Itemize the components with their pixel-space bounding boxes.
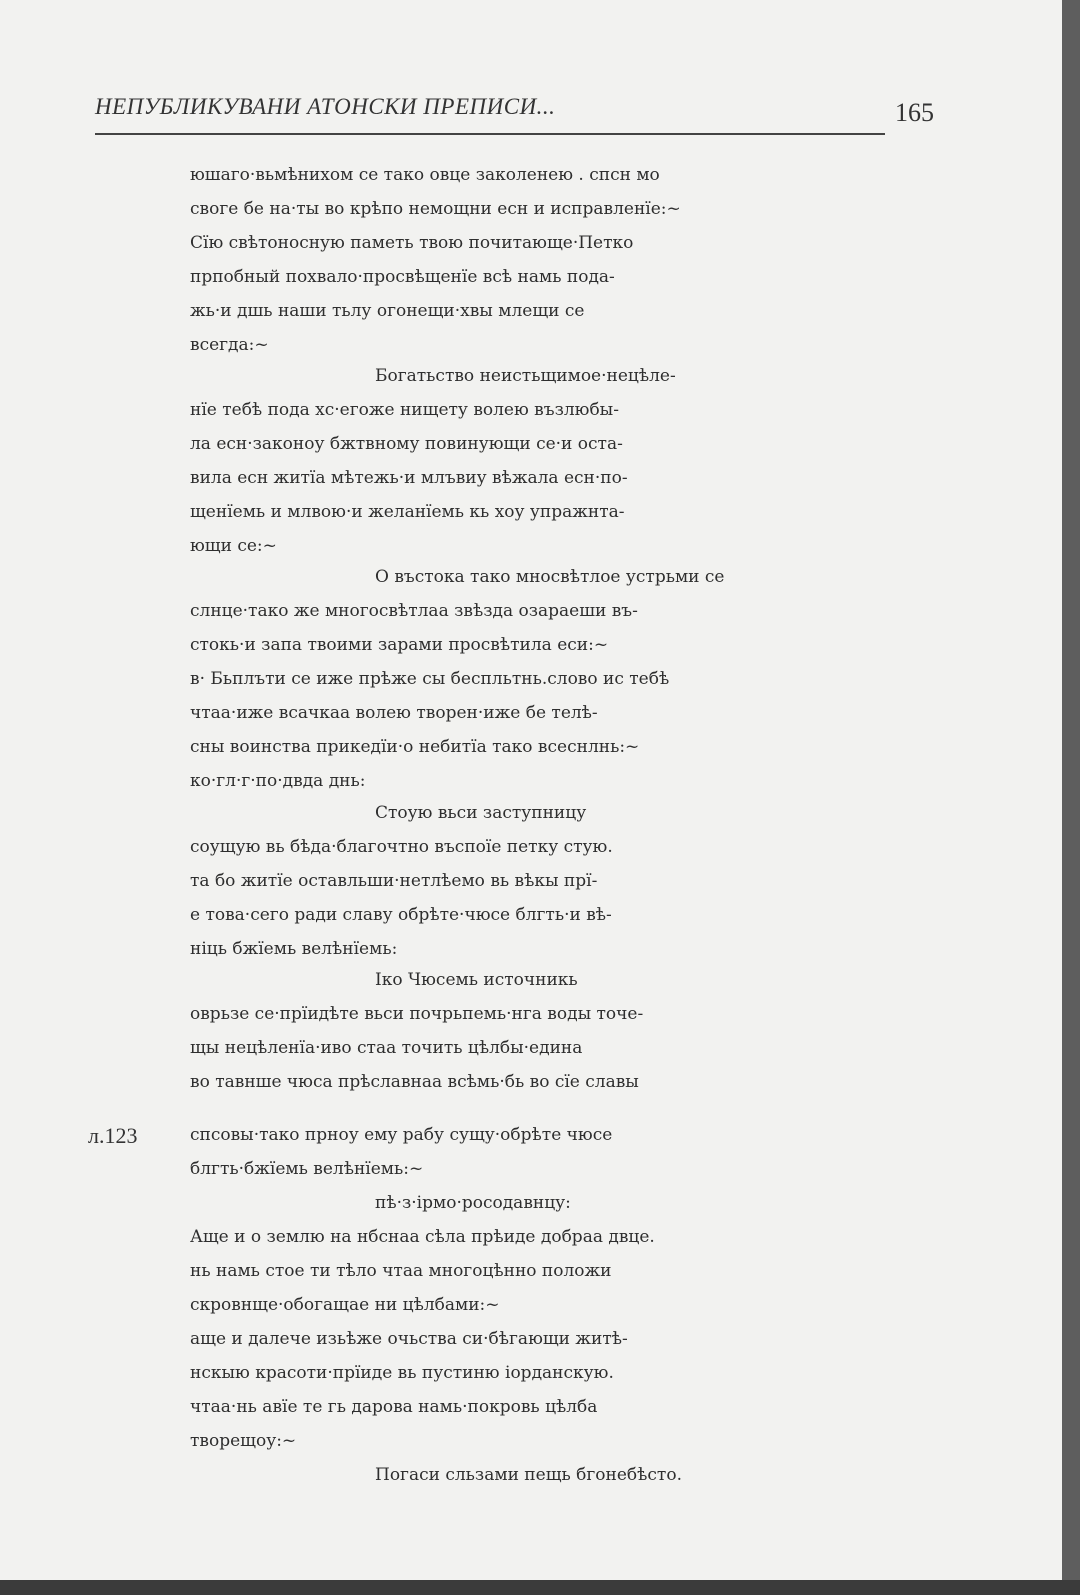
text-line: ніць бжїемь велѣнїемь: <box>190 939 398 959</box>
text-line: прпобный похвало·просвѣщенїе всѣ намь пода- <box>190 267 615 287</box>
text-line: стокь·и запа твоими зарами просвѣтила еси:~ <box>190 635 609 655</box>
text-line: ко·гл·г·по·двда днь: <box>190 771 366 791</box>
text-line: вила есн житїа мѣтежь·и млъвиу вѣжала есн·по- <box>190 468 628 488</box>
text-line: ющи се:~ <box>190 536 277 556</box>
text-line: нскыю красоти·прїиде вь пустиню іорданскую. <box>190 1363 614 1383</box>
text-line: чтаа·иже всачкаа волею творен·иже бе телѣ- <box>190 703 598 723</box>
text-line: своге бе на·ты во крѣпо немощни есн и исправленїе:~ <box>190 199 681 219</box>
text-line: в· Бьплъти се иже прѣже сы беспльтнь.слово ис тебѣ <box>190 669 670 689</box>
text-line: спсовы·тако прноу ему рабу сущу·обрѣте чюсе <box>190 1125 613 1145</box>
text-line: во тавнше чюса прѣславнаа всѣмь·бь во сїе славы <box>190 1072 639 1092</box>
text-line: юшаго·вьмѣнихом се тако овце заколенею . спсн мо <box>190 165 660 185</box>
text-line: Богатьство неистьщимое·нецѣле- <box>375 366 676 386</box>
text-line: нїе тебѣ пода хс·егоже нищету волею възлюбы- <box>190 400 619 420</box>
text-line: сны воинства прикедїи·о небитїа тако всеснлнь:~ <box>190 737 640 757</box>
text-line: скровнще·обогащае ни цѣлбами:~ <box>190 1295 500 1315</box>
page-number: 165 <box>895 98 934 127</box>
text-line: Аще и о землю на нбснаа сѣла прѣиде добраа двце. <box>190 1227 655 1247</box>
text-line: жь·и дшь наши тьлу огонещи·хвы млещи се <box>190 301 585 321</box>
text-line: аще и далече изьѣже очьства си·бѣгающи житѣ- <box>190 1329 628 1349</box>
text-line: Погаси сльзами пещь бгонебѣсто. <box>375 1465 682 1485</box>
folio-margin-note: л.123 <box>88 1123 138 1148</box>
text-line: щы нецѣленїа·иво стаа точить цѣлбы·едина <box>190 1038 583 1058</box>
text-line: оврьзе се·прїидѣте вьси почрьпемь·нга воды точе- <box>190 1004 644 1024</box>
text-line: е това·сего ради славу обрѣте·чюсе блгть·и вѣ- <box>190 905 612 925</box>
text-line: ла есн·законоу бжтвному повинующи се·и оста- <box>190 434 623 454</box>
text-line: всегда:~ <box>190 335 269 355</box>
text-line: чтаа·нь авїе те гь дарова намь·покровь цѣлба <box>190 1397 598 1417</box>
text-line: творещоу:~ <box>190 1431 297 1451</box>
text-line: щенїемь и млвою·и желанїемь кь хоу упражнта- <box>190 502 625 522</box>
header-rule <box>95 133 885 135</box>
text-line: Іко Чюсемь источникь <box>375 970 578 990</box>
text-line: блгть·бжїемь велѣнїемь:~ <box>190 1159 424 1179</box>
text-line: Сїю свѣтоносную паметь твою почитающе·Петко <box>190 233 634 253</box>
text-line: О въстока тако мносвѣтлое устрьми се <box>375 567 725 587</box>
text-line: слнце·тако же многосвѣтлаа звѣзда озараеши въ- <box>190 601 638 621</box>
text-line: нь намь стое ти тѣло чтаа многоцѣнно положи <box>190 1261 612 1281</box>
text-line: та бо житїе оставльши·нетлѣемо вь вѣкы прї- <box>190 871 598 891</box>
text-line: соущую вь бѣда·благочтно въспоїе петку стую. <box>190 837 613 857</box>
scan-bottom-edge <box>0 1580 1080 1595</box>
running-header-title: НЕПУБЛИКУВАНИ АТОНСКИ ПРЕПИСИ... <box>95 94 556 119</box>
text-line: Стоую вьси заступницу <box>375 803 587 823</box>
text-line: пѣ·з·ірмо·росодавнцу: <box>375 1193 571 1213</box>
